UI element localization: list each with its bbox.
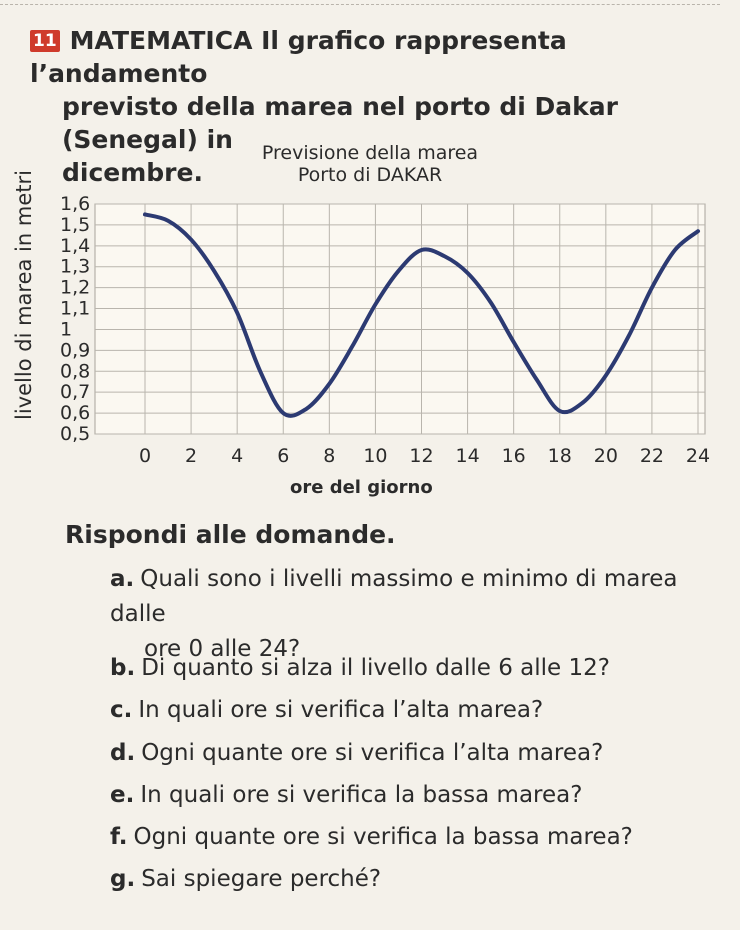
question-letter: c. [110, 697, 133, 723]
x-tick-label: 24 [685, 445, 711, 467]
question-b [110, 651, 720, 686]
chart-x-axis-label: ore del giorno [290, 477, 433, 498]
question-letter: f. [110, 824, 128, 850]
chart-subtitle: Porto di DAKAR [297, 164, 443, 186]
question-letter: b. [110, 655, 136, 681]
x-tick-label: 14 [455, 445, 480, 467]
y-tick-label: 1,6 [60, 193, 91, 215]
question-letter: a. [110, 566, 135, 592]
questions-heading: Rispondi alle domande. [65, 520, 396, 549]
chart-y-axis-label: livello di marea in metri [12, 170, 36, 420]
x-tick-label: 12 [409, 445, 434, 467]
question-f [110, 820, 720, 855]
x-tick-label: 18 [547, 445, 572, 467]
exercise-title-line-3: dicembre. [62, 158, 203, 187]
x-tick-label: 2 [185, 445, 198, 467]
question-g [110, 862, 720, 897]
question-e [110, 778, 720, 813]
exercise-title-text-1: MATEMATICA Il grafico rappresenta l’andamento [30, 26, 567, 88]
y-tick-label: 1,2 [60, 276, 91, 299]
x-tick-label: 0 [138, 445, 152, 467]
plot-area [95, 204, 705, 434]
question-text: Quali sono i livelli massimo e minimo di marea dalle [110, 566, 678, 627]
exercise-number-badge: 11 [30, 30, 60, 52]
y-tick-label: 0,6 [60, 402, 91, 425]
y-tick-label: 0,8 [60, 360, 91, 383]
exercise-title-line-2: previsto della marea nel porto di Dakar (Senegal) in [62, 92, 618, 154]
question-letter: d. [110, 740, 136, 766]
x-tick-label: 4 [231, 445, 244, 467]
x-tick-label: 10 [363, 445, 388, 467]
question-letter: e. [110, 782, 135, 808]
question-text: Ogni quante ore si verifica la bassa marea? [133, 824, 633, 850]
y-tick-label: 1,1 [60, 297, 91, 320]
x-tick-label: 6 [277, 445, 290, 467]
x-tick-label: 8 [323, 445, 336, 467]
y-tick-label: 0,5 [60, 423, 91, 445]
question-text: Sai spiegare perché? [141, 866, 382, 892]
y-tick-label: 0,7 [60, 381, 91, 404]
x-tick-label: 20 [593, 445, 618, 467]
question-text: Di quanto si alza il livello dalle 6 alle 12? [141, 655, 610, 681]
y-tick-label: 0,9 [60, 339, 91, 362]
question-text-continued: ore 0 alle 24? [144, 636, 301, 662]
x-tick-label: 16 [501, 445, 526, 467]
y-tick-label: 1,4 [60, 234, 91, 257]
question-text: In quali ore si verifica la bassa marea? [140, 782, 583, 808]
x-tick-label: 22 [639, 445, 665, 467]
chart-title: Previsione della marea [261, 142, 479, 164]
question-d [110, 736, 720, 771]
y-tick-label: 1 [60, 318, 73, 341]
question-letter: g. [110, 866, 136, 892]
y-tick-label: 1,5 [60, 213, 91, 236]
question-text: In quali ore si verifica l’alta marea? [138, 697, 544, 723]
question-text: Ogni quante ore si verifica l’alta marea? [141, 740, 604, 766]
y-tick-label: 1,3 [60, 255, 91, 278]
question-c [110, 693, 720, 728]
